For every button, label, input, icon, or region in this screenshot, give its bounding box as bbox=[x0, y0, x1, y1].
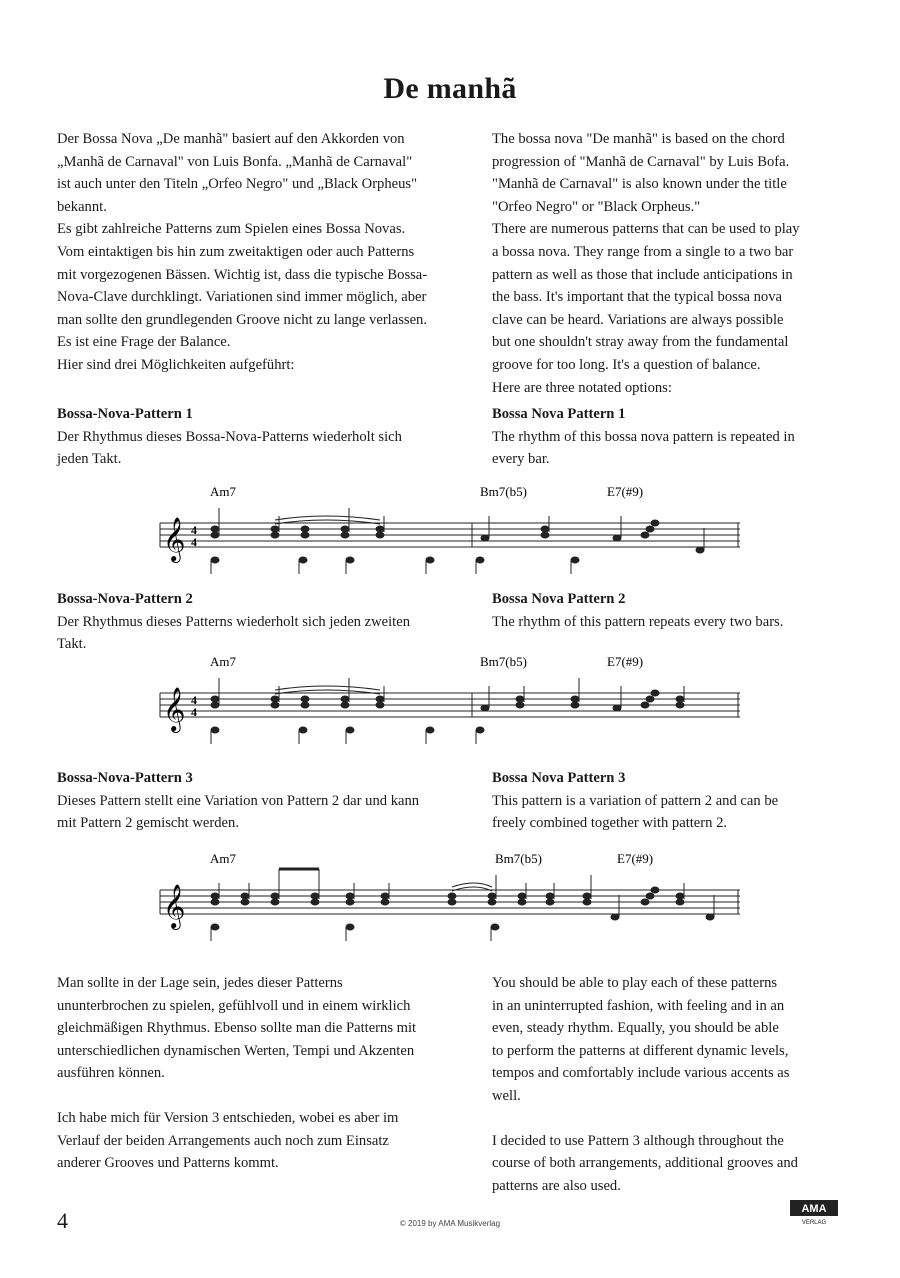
pattern-1-english bbox=[492, 403, 852, 471]
svg-text:VERLAG: VERLAG bbox=[801, 1220, 827, 1226]
text-line: gleichmäßigen Rhythmus. Ebenso sollte man die Patterns mit bbox=[57, 1020, 417, 1037]
text-line: mit vorgezogenen Bässen. Wichtig ist, dass die typische Bossa- bbox=[57, 266, 428, 283]
text-line: jeden Takt. bbox=[57, 451, 122, 468]
text-line: I decided to use Pattern 3 although throughout the bbox=[492, 1132, 784, 1149]
text-line: to perform the patterns at different dynamic levels, bbox=[492, 1042, 789, 1059]
intro-english bbox=[492, 128, 852, 399]
text-line: The rhythm of this pattern repeats every two bars. bbox=[492, 613, 784, 630]
svg-text:4: 4 bbox=[191, 693, 197, 707]
text-line: ist auch unter den Titeln „Orfeo Negro" und „Black Orpheus" bbox=[57, 176, 418, 193]
chord-symbol: Bm7(b5) bbox=[480, 654, 527, 669]
pattern-heading: Bossa-Nova-Pattern 1 bbox=[57, 406, 193, 422]
text-line: Nova-Clave durchklingt. Variationen sind immer möglich, aber bbox=[57, 289, 427, 306]
svg-text:4: 4 bbox=[191, 535, 197, 549]
text-line: You should be able to play each of these patterns bbox=[492, 975, 778, 991]
text-line: course of both arrangements, additional grooves and bbox=[492, 1155, 798, 1172]
chord-symbol: Am7 bbox=[210, 654, 236, 669]
pattern-2-german bbox=[57, 588, 452, 656]
text-line: Es ist eine Frage der Balance. bbox=[57, 334, 231, 351]
pattern-heading: Bossa Nova Pattern 1 bbox=[492, 406, 626, 422]
pattern-3-english bbox=[492, 767, 852, 835]
svg-text:4: 4 bbox=[191, 705, 197, 719]
page-number: 4 bbox=[57, 1208, 68, 1233]
text-line: Dieses Pattern stellt eine Variation von Pattern 2 dar und kann bbox=[57, 792, 420, 809]
text-line: freely combined together with pattern 2. bbox=[492, 815, 728, 832]
pattern-heading: Bossa Nova Pattern 3 bbox=[492, 770, 626, 786]
page-title: De manhã bbox=[383, 72, 517, 105]
text-line: Der Bossa Nova „De manhã" basiert auf den Akkorden von bbox=[57, 131, 405, 147]
chord-symbol: E7(#9) bbox=[607, 654, 644, 669]
chord-symbol: Am7 bbox=[210, 851, 236, 866]
text-line: progression of "Manhã de Carnaval" by Luis Bofa. bbox=[492, 153, 790, 170]
chord-symbol: Am7 bbox=[210, 484, 236, 499]
text-line: anderer Grooves und Patterns kommt. bbox=[57, 1155, 279, 1172]
text-line: Ich habe mich für Version 3 entschieden, wobei es aber im bbox=[57, 1109, 399, 1126]
text-line: ununterbrochen zu spielen, gefühlvoll und in einem wirklich bbox=[57, 997, 411, 1014]
text-line: "Orfeo Negro" or "Black Orpheus." bbox=[492, 198, 701, 215]
text-line: Der Rhythmus dieses Patterns wiederholt sich jeden zweiten bbox=[57, 613, 411, 630]
text-line: groove for too long. It's a question of balance. bbox=[492, 356, 761, 373]
treble-clef-icon: 𝄞 bbox=[163, 689, 186, 731]
svg-text:4: 4 bbox=[191, 523, 197, 537]
pattern-1-german bbox=[57, 403, 452, 471]
chord-symbol: Bm7(b5) bbox=[495, 851, 542, 866]
text-line: pattern as well as those that include anticipations in bbox=[492, 266, 793, 283]
text-line: Hier sind drei Möglichkeiten aufgeführt: bbox=[57, 356, 295, 373]
text-line: Takt. bbox=[57, 636, 87, 653]
text-line: well. bbox=[492, 1087, 521, 1104]
text-line: ausführen können. bbox=[57, 1065, 165, 1082]
notation-pattern-3 bbox=[155, 845, 745, 955]
text-line: Here are three notated options: bbox=[492, 379, 672, 396]
treble-clef-icon: 𝄞 bbox=[163, 886, 186, 928]
text-line: There are numerous patterns that can be used to play bbox=[492, 221, 800, 238]
treble-clef-icon: 𝄞 bbox=[163, 519, 186, 561]
text-line: Verlauf der beiden Arrangements auch noch zum Einsatz bbox=[57, 1132, 389, 1149]
publisher-logo bbox=[790, 1200, 838, 1226]
text-line: every bar. bbox=[492, 451, 550, 468]
copyright-notice: © 2019 by AMA Musikverlag bbox=[399, 1219, 501, 1228]
text-line: in an uninterrupted fashion, with feeling and in an bbox=[492, 997, 785, 1014]
text-line: Man sollte in der Lage sein, jedes dieser Patterns bbox=[57, 975, 343, 991]
text-line: tempos and comfortably include various accents as bbox=[492, 1065, 790, 1082]
text-line: patterns are also used. bbox=[492, 1177, 621, 1194]
chord-symbol: E7(#9) bbox=[617, 851, 654, 866]
outro-english bbox=[492, 972, 852, 1197]
text-line: „Manhã de Carnaval" von Luis Bonfa. „Manhã de Carnaval" bbox=[57, 153, 413, 170]
notation-pattern-2 bbox=[155, 648, 745, 758]
text-line: The bossa nova "De manhã" is based on the chord bbox=[492, 131, 785, 147]
text-line: the bass. It's important that the typical bossa nova bbox=[492, 289, 782, 306]
chord-symbol: E7(#9) bbox=[607, 484, 644, 499]
text-line: "Manhã de Carnaval" is also known under the title bbox=[492, 176, 787, 193]
pattern-heading: Bossa Nova Pattern 2 bbox=[492, 591, 626, 607]
text-line: The rhythm of this bossa nova pattern is repeated in bbox=[492, 428, 795, 445]
chord-symbol: Bm7(b5) bbox=[480, 484, 527, 499]
outro-german bbox=[57, 972, 452, 1175]
text-line: mit Pattern 2 gemischt werden. bbox=[57, 815, 239, 832]
text-line: bekannt. bbox=[57, 198, 107, 215]
text-line: but one shouldn't stray away from the fundamental bbox=[492, 334, 789, 351]
notation-pattern-1 bbox=[155, 478, 745, 588]
text-line: even, steady rhythm. Equally, you should be able bbox=[492, 1020, 779, 1037]
text-line: Vom eintaktigen bis hin zum zweitaktigen oder auch Patterns bbox=[57, 243, 415, 260]
text-line: Der Rhythmus dieses Bossa-Nova-Patterns wiederholt sich bbox=[57, 428, 402, 445]
text-line: unterschiedlichen dynamischen Werten, Tempi und Akzenten bbox=[57, 1042, 415, 1059]
pattern-3-german bbox=[57, 767, 452, 835]
svg-text:AMA: AMA bbox=[801, 1203, 827, 1215]
text-line: man sollte den grundlegenden Groove nicht zu lange verlassen. bbox=[57, 311, 427, 328]
pattern-heading: Bossa-Nova-Pattern 3 bbox=[57, 770, 193, 786]
text-line: a bossa nova. They range from a single to a two bar bbox=[492, 243, 794, 260]
pattern-heading: Bossa-Nova-Pattern 2 bbox=[57, 591, 193, 607]
text-line: Es gibt zahlreiche Patterns zum Spielen eines Bossa Novas. bbox=[57, 221, 406, 238]
intro-german bbox=[57, 128, 452, 377]
text-line: This pattern is a variation of pattern 2 and can be bbox=[492, 792, 779, 809]
pattern-2-english bbox=[492, 588, 852, 633]
text-line: clave can be heard. Variations are always possible bbox=[492, 311, 784, 328]
